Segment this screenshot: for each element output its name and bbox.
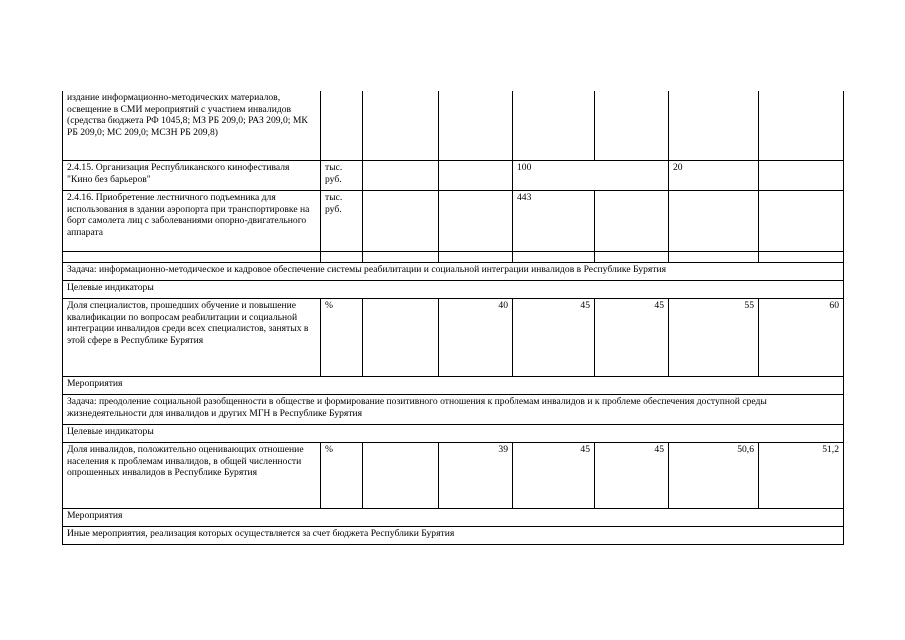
value-cell — [363, 443, 439, 509]
table-row — [63, 395, 844, 425]
value-cell: 100 — [513, 161, 669, 191]
targets-heading: Целевые индикаторы — [63, 281, 844, 299]
event-name-cell: 2.4.15. Организация Республиканского кинофестиваля "Кино без барьеров" — [63, 161, 321, 191]
table-row — [63, 425, 844, 443]
value-cell — [759, 191, 844, 252]
unit-cell: % — [321, 299, 363, 377]
empty-cell — [759, 252, 844, 263]
value-cell — [513, 91, 595, 161]
program-table — [62, 91, 844, 545]
empty-cell — [595, 252, 669, 263]
value-cell: 39 — [439, 443, 513, 509]
table-row — [63, 443, 844, 509]
empty-cell — [321, 252, 363, 263]
table-row — [63, 191, 844, 252]
event-name-cell: 2.4.16. Приобретение лестничного подъемника для использования в здании аэропорта при транспортировке на борт самолета лиц с заболеваниями опорно-двигательного аппарата — [63, 191, 321, 252]
indicator-name-cell: Доля специалистов, прошедших обучение и повышение квалификации по вопросам реабилитации и социальной интеграции инвалидов среди всех специалистов, занятых в этой сфере в Республике Бурятия — [63, 299, 321, 377]
table-row — [63, 527, 844, 545]
table-row — [63, 299, 844, 377]
value-cell: 45 — [595, 299, 669, 377]
empty-cell — [439, 252, 513, 263]
value-cell — [363, 299, 439, 377]
events-heading: Мероприятия — [63, 509, 844, 527]
value-cell — [595, 91, 669, 161]
unit-cell: тыс. руб. — [321, 161, 363, 191]
table-row — [63, 509, 844, 527]
table-row — [63, 281, 844, 299]
value-cell — [363, 191, 439, 252]
value-cell: 50,6 — [669, 443, 759, 509]
value-cell — [595, 191, 669, 252]
value-cell: 51,2 — [759, 443, 844, 509]
task-heading: Задача: преодоление социальной разобщенности в обществе и формирование позитивного отношения к проблемам инвалидов и к проблеме обеспечения доступной среды жизнедеятельности для инвалидов и других МГН в Республике Бурятия — [63, 395, 844, 425]
empty-cell — [513, 252, 595, 263]
value-cell — [669, 91, 759, 161]
value-cell: 60 — [759, 299, 844, 377]
empty-cell — [63, 252, 321, 263]
unit-cell — [321, 91, 363, 161]
task-heading: Задача: информационно-методическое и кадровое обеспечение системы реабилитации и социальной интеграции инвалидов в Республике Бурятия — [63, 263, 844, 281]
table-row — [63, 263, 844, 281]
value-cell: 55 — [669, 299, 759, 377]
event-name-cell: издание информационно-методических материалов, освещение в СМИ мероприятий с участием инвалидов (средства бюджета РФ 1045,8; МЗ РБ 209,0; РАЗ 209,0; МК РБ 209,0; МС 209,0; МСЗН РБ 209,8) — [63, 91, 321, 161]
table-row — [63, 91, 844, 161]
value-cell: 45 — [513, 299, 595, 377]
value-cell: 20 — [669, 161, 759, 191]
value-cell — [759, 91, 844, 161]
indicator-name-cell: Доля инвалидов, положительно оценивающих отношение населения к проблемам инвалидов, в общей численности опрошенных инвалидов в Республике Бурятия — [63, 443, 321, 509]
value-cell — [759, 161, 844, 191]
empty-cell — [669, 252, 759, 263]
table-row — [63, 161, 844, 191]
unit-cell: % — [321, 443, 363, 509]
events-heading: Мероприятия — [63, 377, 844, 395]
value-cell — [363, 91, 439, 161]
empty-cell — [363, 252, 439, 263]
value-cell: 45 — [595, 443, 669, 509]
table-row — [63, 252, 844, 263]
value-cell — [363, 161, 439, 191]
targets-heading: Целевые индикаторы — [63, 425, 844, 443]
unit-cell: тыс. руб. — [321, 191, 363, 252]
value-cell — [439, 191, 513, 252]
other-events-row: Иные мероприятия, реализация которых осуществляется за счет бюджета Республики Бурятия — [63, 527, 844, 545]
value-cell: 40 — [439, 299, 513, 377]
value-cell — [439, 91, 513, 161]
value-cell: 443 — [513, 191, 595, 252]
table-row — [63, 377, 844, 395]
value-cell: 45 — [513, 443, 595, 509]
value-cell — [439, 161, 513, 191]
value-cell — [669, 191, 759, 252]
